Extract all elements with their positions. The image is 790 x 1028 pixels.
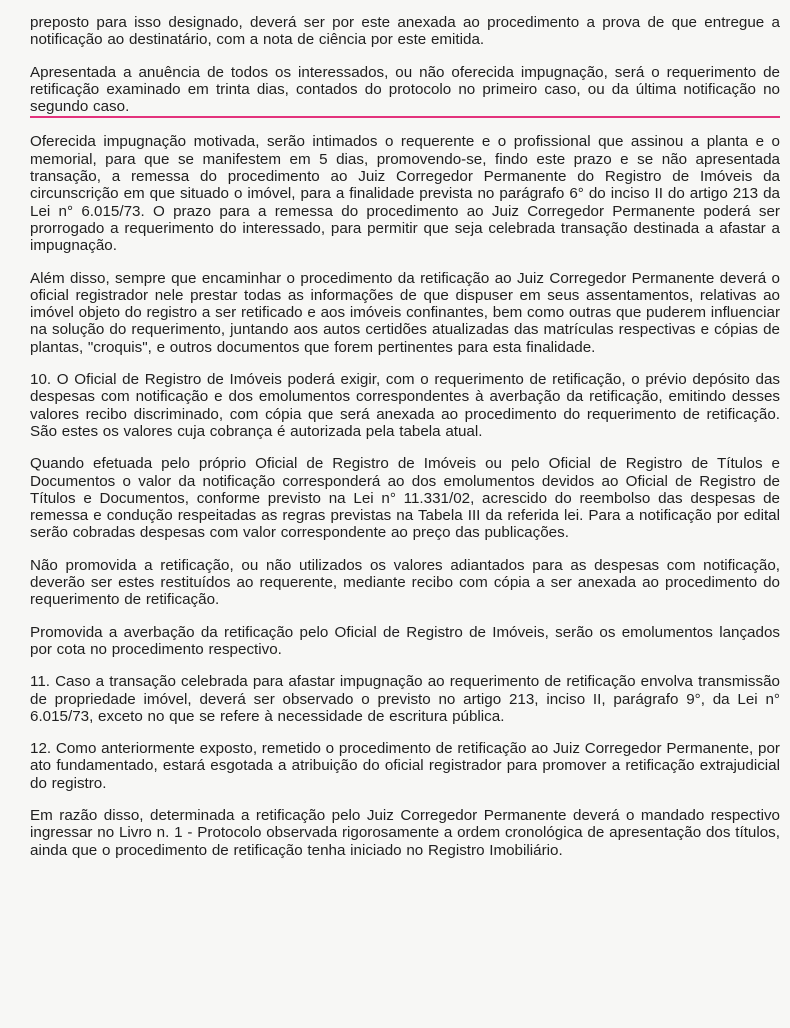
- paragraph-6: Quando efetuada pelo próprio Oficial de Registro de Imóveis ou pelo Oficial de Registro de Títulos e Documentos o valor da notificação corresponderá ao dos emolumentos devidos ao Oficial de Registro de Títulos e Documentos, conforme previsto na Lei n° 11.331/02, acrescido do reembolso das despesas de remessa e condução respeitadas as regras previstas na Tabela III da referida lei. Para a notificação por edital serão cobradas despesas com valor correspondente ao preço das publicações.: [30, 455, 780, 542]
- paragraph-10-item-12: 12. Como anteriormente exposto, remetido o procedimento de retificação ao Juiz Corregedor Permanente, por ato fundamentado, estará esgotada a atribuição do oficial registrador para promover a retificação extrajudicial do registro.: [30, 740, 780, 792]
- paragraph-11: Em razão disso, determinada a retificação pelo Juiz Corregedor Permanente deverá o mandado respectivo ingressar no Livro n. 1 - Protocolo observada rigorosamente a ordem cronológica de apresentação dos títulos, ainda que o procedimento de retificação tenha iniciado no Registro Imobiliário.: [30, 806, 780, 859]
- paragraph-8: Promovida a averbação da retificação pelo Oficial de Registro de Imóveis, serão os emolumentos lançados por cota no procedimento respectivo.: [30, 623, 780, 658]
- paragraph-9-item-11: 11. Caso a transação celebrada para afastar impugnação ao requerimento de retificação envolva transmissão de propriedade imóvel, deverá ser observado o previsto no artigo 213, inciso II, parágrafo 9°, da Lei n° 6.015/73, exceto no que se refere à necessidade de escritura pública.: [30, 673, 780, 725]
- paragraph-1: preposto para isso designado, deverá ser por este anexada ao procedimento a prova de que entregue a notificação ao destinatário, com a nota de ciência por este emitida.: [30, 14, 780, 49]
- paragraph-4: Além disso, sempre que encaminhar o procedimento da retificação ao Juiz Corregedor Permanente deverá o oficial registrador nele prestar todas as informações de que dispuser em seus assentamentos, relativas ao imóvel objeto do registro a ser retificado e aos imóveis confinantes, bem como outras que puderem influenciar na solução do requerimento, juntando aos autos certidões atualizadas das matrículas respectivas e cópias de plantas, "croquis", e outros documentos que forem pertinentes para esta finalidade.: [30, 269, 780, 356]
- paragraph-3: Oferecida impugnação motivada, serão intimados o requerente e o profissional que assinou a planta e o memorial, para que se manifestem em 5 dias, promovendo-se, findo este prazo e se não apresentada transação, a remessa do procedimento ao Juiz Corregedor Permanente do Registro de Imóveis da circunscrição em que situado o imóvel, para a finalidade prevista no parágrafo 6° do inciso II do artigo 213 da Lei n° 6.015/73. O prazo para a remessa do procedimento ao Juiz Corregedor Permanente poderá ser prorrogado a requerimento do interessado, para permitir que seja celebrada transação destinada a afastar a impugnação.: [30, 133, 780, 255]
- paragraph-2-highlighted: Apresentada a anuência de todos os interessados, ou não oferecida impugnação, será o requerimento de retificação examinado em trinta dias, contados do protocolo no primeiro caso, ou da última notificação no segundo caso.: [30, 64, 780, 119]
- paragraph-5-item-10: 10. O Oficial de Registro de Imóveis poderá exigir, com o requerimento de retificação, o prévio depósito das despesas com notificação e dos emolumentos correspondentes à averbação da retificação, emitindo desses valores recibo discriminado, com cópia que será anexada ao procedimento do requerimento de retificação. São estes os valores cuja cobrança é autorizada pela tabela atual.: [30, 371, 780, 440]
- paragraph-7: Não promovida a retificação, ou não utilizados os valores adiantados para as despesas com notificação, deverão ser estes restituídos ao requerente, mediante recibo com cópia a ser anexada ao procedimento do requerimento de retificação.: [30, 556, 780, 609]
